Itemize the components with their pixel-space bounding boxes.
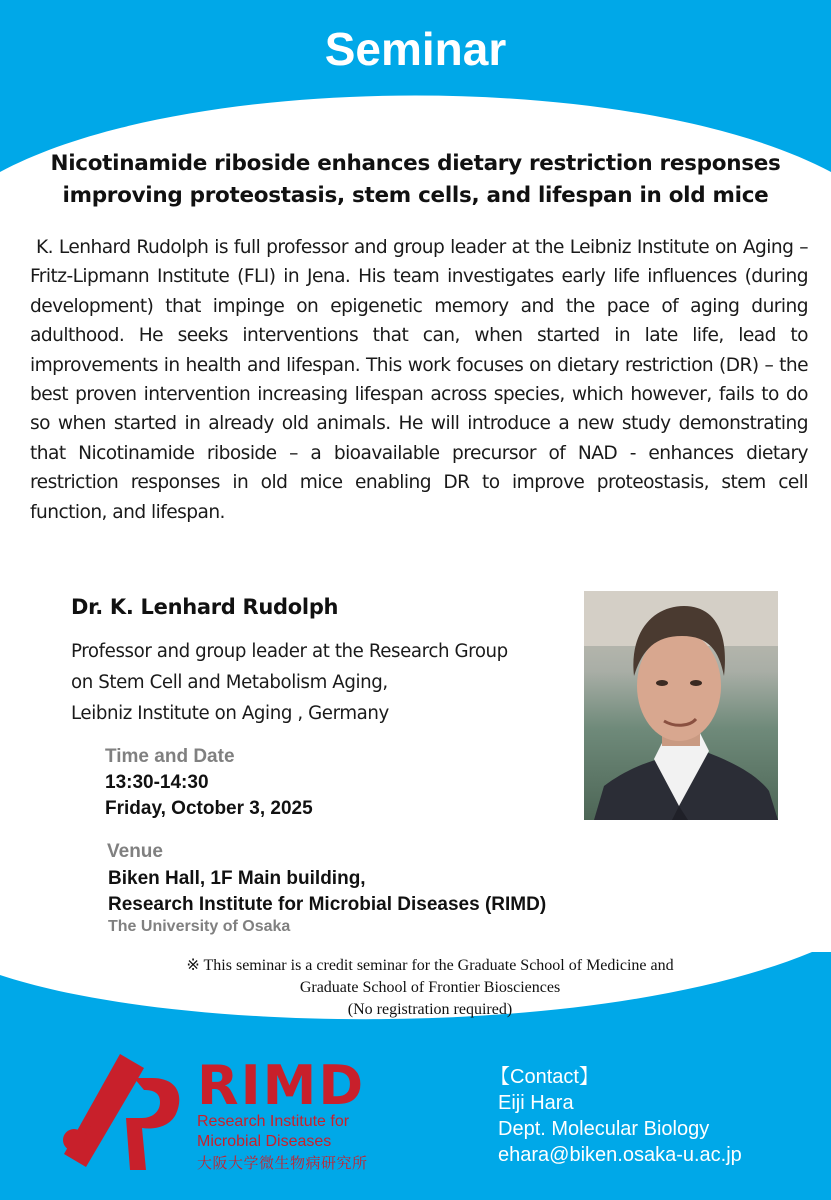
date-value: Friday, October 3, 2025 [105, 798, 313, 819]
talk-title-line-2: improving proteostasis, stem cells, and lifespan in old mice [62, 183, 769, 208]
contact-block [490, 1064, 742, 1168]
speaker-photo [584, 591, 778, 820]
venue-line-3: The University of Osaka [108, 918, 291, 935]
affiliation-line-1: Professor and group leader at the Research Group [71, 641, 508, 662]
contact-heading: 【Contact】 [490, 1066, 599, 1088]
affiliation-line-2: on Stem Cell and Metabolism Aging, [71, 672, 388, 693]
talk-title-line-1: Nicotinamide riboside enhances dietary restriction responses [50, 151, 781, 176]
venue-label: Venue [107, 841, 163, 862]
credit-note [100, 955, 760, 1021]
contact-email[interactable]: ehara@biken.osaka-u.ac.jp [498, 1144, 742, 1166]
rimd-logo-text [197, 1054, 368, 1174]
note-line-3: (No registration required) [347, 1001, 513, 1018]
speaker-portrait-icon [584, 591, 778, 820]
rimd-name-line-2: Microbial Diseases [197, 1133, 332, 1150]
talk-title [40, 148, 791, 212]
speaker-affiliation [71, 636, 581, 729]
contact-dept: Dept. Molecular Biology [498, 1118, 710, 1140]
venue-line-1: Biken Hall, 1F Main building, [108, 868, 366, 889]
venue-line-2: Research Institute for Microbial Diseases (RIMD) [108, 894, 547, 915]
time-value: 13:30-14:30 [105, 772, 209, 793]
affiliation-line-3: Leibniz Institute on Aging , Germany [71, 703, 389, 724]
rimd-name-line-1: Research Institute for [197, 1113, 350, 1130]
note-line-1: ※ This seminar is a credit seminar for the Graduate School of Medicine and [186, 957, 674, 974]
rimd-acronym: RIMD [197, 1054, 366, 1117]
rimd-logo-icon [56, 1052, 188, 1174]
speaker-name: Dr. K. Lenhard Rudolph [71, 595, 339, 619]
time-date-label: Time and Date [105, 746, 235, 767]
contact-name: Eiji Hara [498, 1092, 574, 1114]
note-line-2: Graduate School of Frontier Biosciences [299, 979, 561, 996]
rimd-name-japanese: 大阪大学微生物病研究所 [197, 1154, 368, 1172]
page-title: Seminar [324, 23, 507, 75]
abstract: K. Lenhard Rudolph is full professor and group leader at the Leibniz Institute on Aging – Fritz-Lipmann Institute (FLI) in Jena. His team investigates early life influences (during development) that impinge on epigenetic memory and the pace of aging during adulthood. He seeks interventions that can, when started in late life, lead to improvements in health and lifespan. This work focuses on dietary restriction (DR) – the best proven intervention increasing lifespan across species, which however, fails to do so when started in already old animals. He will introduce a new study demonstrating that Nicotinamide riboside – a bioavailable precursor of NAD - enhances dietary restriction responses in old mice enabling DR to improve proteostasis, stem cell function, and lifespan. [30, 237, 808, 523]
